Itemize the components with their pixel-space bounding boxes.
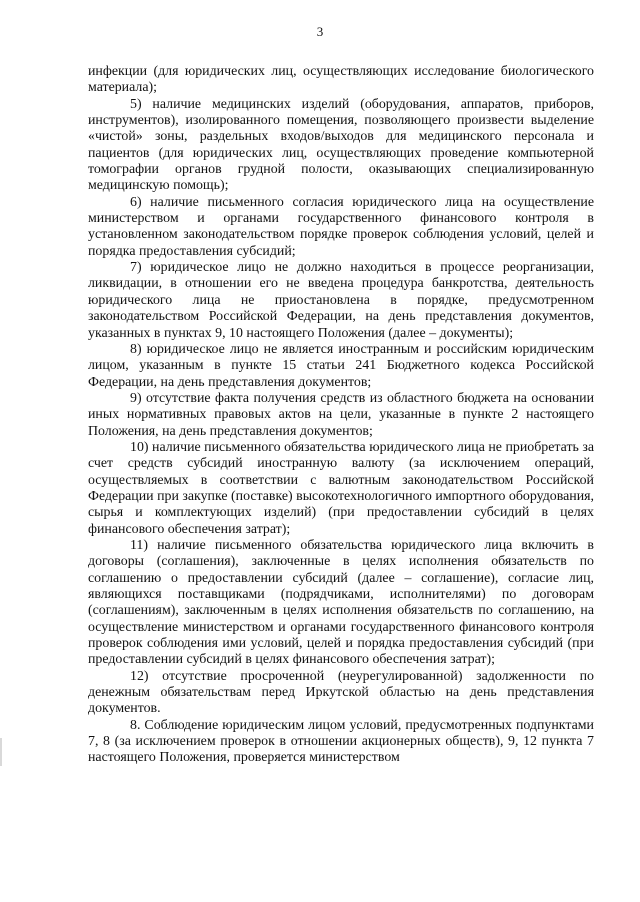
paragraph-section-8: 8. Соблюдение юридическим лицом условий, предусмотренных подпунктами 7, 8 (за исключением проверок в отношении акционерных обществ), 9, 12 пункта 7 настоящего Положения, проверяется министерством (88, 717, 594, 766)
paragraph-item-8: 8) юридическое лицо не является иностранным и российским юридическим лицом, указанным в пункте 15 статьи 241 Бюджетного кодекса Российской Федерации, на день представления документов; (88, 341, 594, 390)
paragraph-continuation: инфекции (для юридических лиц, осуществляющих исследование биологического материала); (88, 64, 594, 96)
document-body (88, 64, 594, 767)
paragraph-item-7: 7) юридическое лицо не должно находиться в процессе реорганизации, ликвидации, в отношении его не введена процедура банкротства, деятельность юридического лица не приостановлена в порядке, предусмотренном законодательством Российской Федерации, на день представления документов, указанных в пунктах 9, 10 настоящего Положения (далее – документы); (88, 260, 594, 341)
paragraph-item-11: 11) наличие письменного обязательства юридического лица включить в договоры (соглашения), заключенные в целях исполнения обязательств по соглашению о предоставлении субсидий (далее – соглашение), согласие лиц, являющихся поставщиками (подрядчиками, исполнителями) по договорам (соглашениям), заключенным в целях исполнения обязательств по соглашению, на осуществление министерством и органами государственного финансового контроля проверок соблюдения ими условий, целей и порядка предоставления субсидий (при предоставлении субсидий в целях финансового обеспечения затрат); (88, 537, 594, 668)
page-number: 3 (316, 24, 324, 39)
paragraph-item-5: 5) наличие медицинских изделий (оборудования, аппаратов, приборов, инструментов), изолированного помещения, позволяющего произвести выделение «чистой» зоны, раздельных входов/выходов для медицинского персонала и пациентов (для юридических лиц, осуществляющих проведение компьютерной томографии органов грудной полости, оказывающих специализированную медицинскую помощь); (88, 96, 594, 194)
paragraph-item-10: 10) наличие письменного обязательства юридического лица не приобретать за счет средств субсидий иностранную валюту (за исключением операций, осуществляемых в соответствии с валютным законодательством Российской Федерации при закупке (поставке) высокотехнологичного импортного оборудования, сырья и комплектующих изделий) (при предоставлении субсидий в целях финансового обеспечения затрат); (88, 439, 594, 537)
scan-edge-mark (0, 738, 2, 766)
paragraph-item-6: 6) наличие письменного согласия юридического лица на осуществление министерством и органами государственного финансового контроля в установленном законодательством порядке проверок соблюдения условий, целей и порядка предоставления субсидий; (88, 194, 594, 259)
paragraph-item-9: 9) отсутствие факта получения средств из областного бюджета на основании иных нормативных правовых актов на цели, указанные в пункте 2 настоящего Положения, на день представления документов; (88, 390, 594, 439)
paragraph-item-12: 12) отсутствие просроченной (неурегулированной) задолженности по денежным обязательствам перед Иркутской областью на день представления документов. (88, 668, 594, 717)
